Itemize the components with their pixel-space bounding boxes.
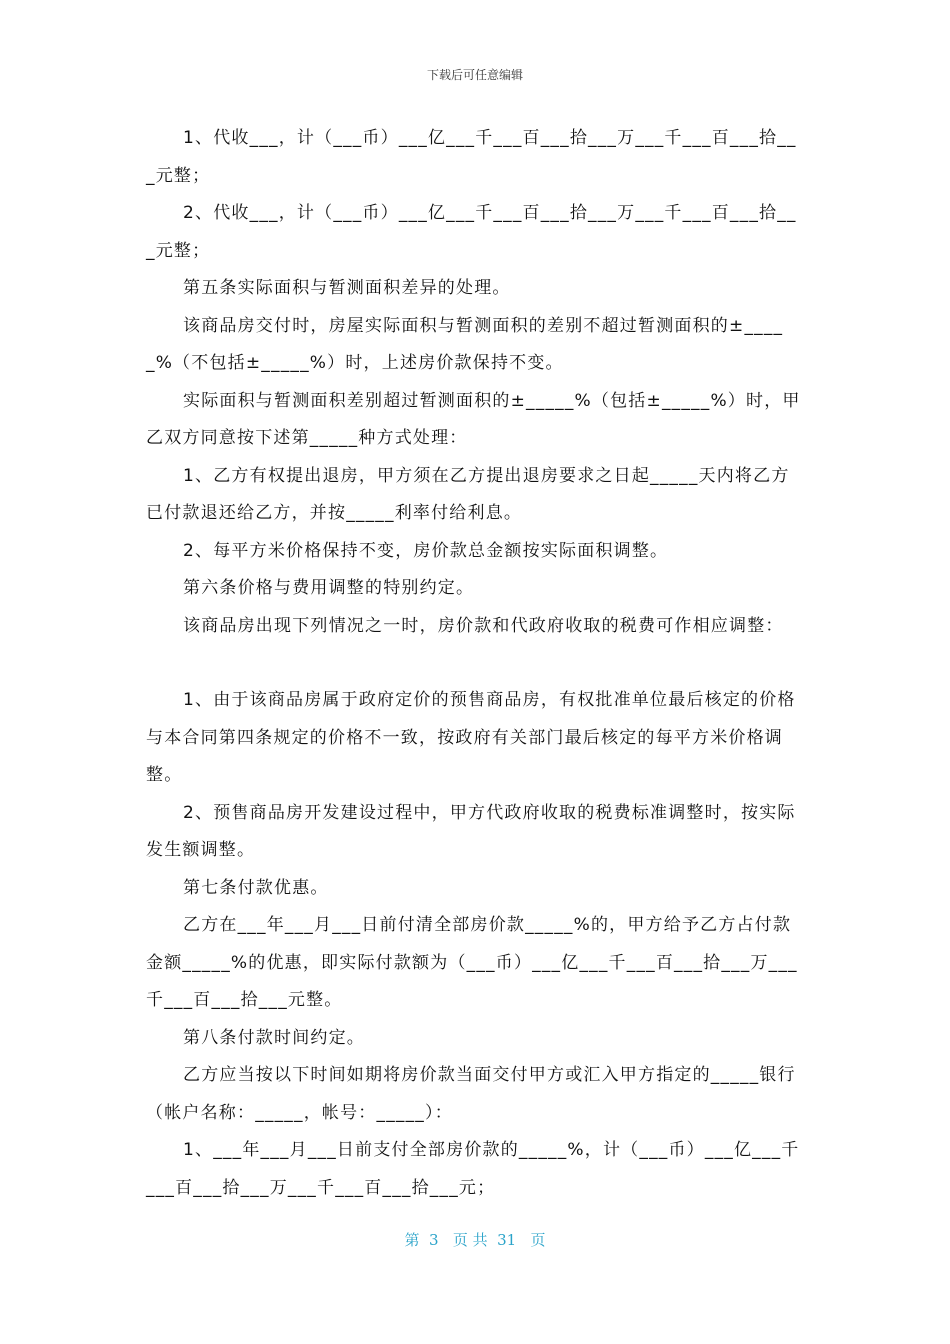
paragraph-option-1: 1、乙方有权提出退房，甲方须在乙方提出退房要求之日起_____天内将乙方已付款退还给乙方，并按_____利率付给利息。 bbox=[146, 465, 790, 523]
paragraph-area-exceed: 实际面积与暂测面积差别超过暂测面积的±_____%（包括±_____%）时，甲乙双方同意按下述第_____种方式处理： bbox=[146, 390, 801, 448]
paragraph-collect-2: 2、代收___，计（___币）___亿___千___百___拾___万___千___百___拾___元整； bbox=[146, 203, 797, 261]
paragraph-payment-1: 1、___年___月___日前支付全部房价款的_____%，计（___币）___亿___千___百___拾___万___千___百___拾___元； bbox=[146, 1140, 800, 1198]
article-7-heading: 第七条付款优惠。 bbox=[183, 877, 329, 898]
paragraph-option-2: 2、每平方米价格保持不变，房价款总金额按实际面积调整。 bbox=[183, 540, 669, 561]
article-5-heading: 第五条实际面积与暂测面积差异的处理。 bbox=[183, 278, 511, 298]
paragraph-adjust-1: 1、由于该商品房属于政府定价的预售商品房，有权批准单位最后核定的价格与本合同第四条规定的价格不一致，按政府有关部门最后核定的每平方米价格调整。 bbox=[146, 690, 796, 785]
article-6-heading: 第六条价格与费用调整的特别约定。 bbox=[183, 578, 475, 598]
paragraph-adjust-2: 2、预售商品房开发建设过程中，甲方代政府收取的税费标准调整时，按实际发生额调整。 bbox=[146, 802, 796, 860]
paragraph-adjust-intro: 该商品房出现下列情况之一时，房价款和代政府收取的税费可作相应调整： bbox=[183, 615, 784, 636]
contract-body bbox=[146, 120, 806, 1207]
paragraph-payment-intro: 乙方应当按以下时间如期将房价款当面交付甲方或汇入甲方指定的_____银行（帐户名称：_____，帐号：_____）： bbox=[146, 1065, 796, 1123]
article-8-heading: 第八条付款时间约定。 bbox=[183, 1027, 365, 1048]
paragraph-collect-1: 1、代收___，计（___币）___亿___千___百___拾___万___千___百___拾___元整； bbox=[146, 128, 797, 186]
paragraph-discount: 乙方在___年___月___日前付清全部房价款_____%的，甲方给予乙方占付款金额_____%的优惠，即实际付款额为（___币）___亿___千___百___拾___万___千___百___拾___元整。 bbox=[146, 915, 798, 1010]
header-note: 下载后可任意编辑 bbox=[426, 68, 523, 82]
page-footer: 第 3 页 共 31 页 bbox=[404, 1231, 546, 1249]
paragraph-area-within: 该商品房交付时，房屋实际面积与暂测面积的差别不超过暂测面积的±_____%（不包括±_____%）时，上述房价款保持不变。 bbox=[146, 315, 784, 373]
